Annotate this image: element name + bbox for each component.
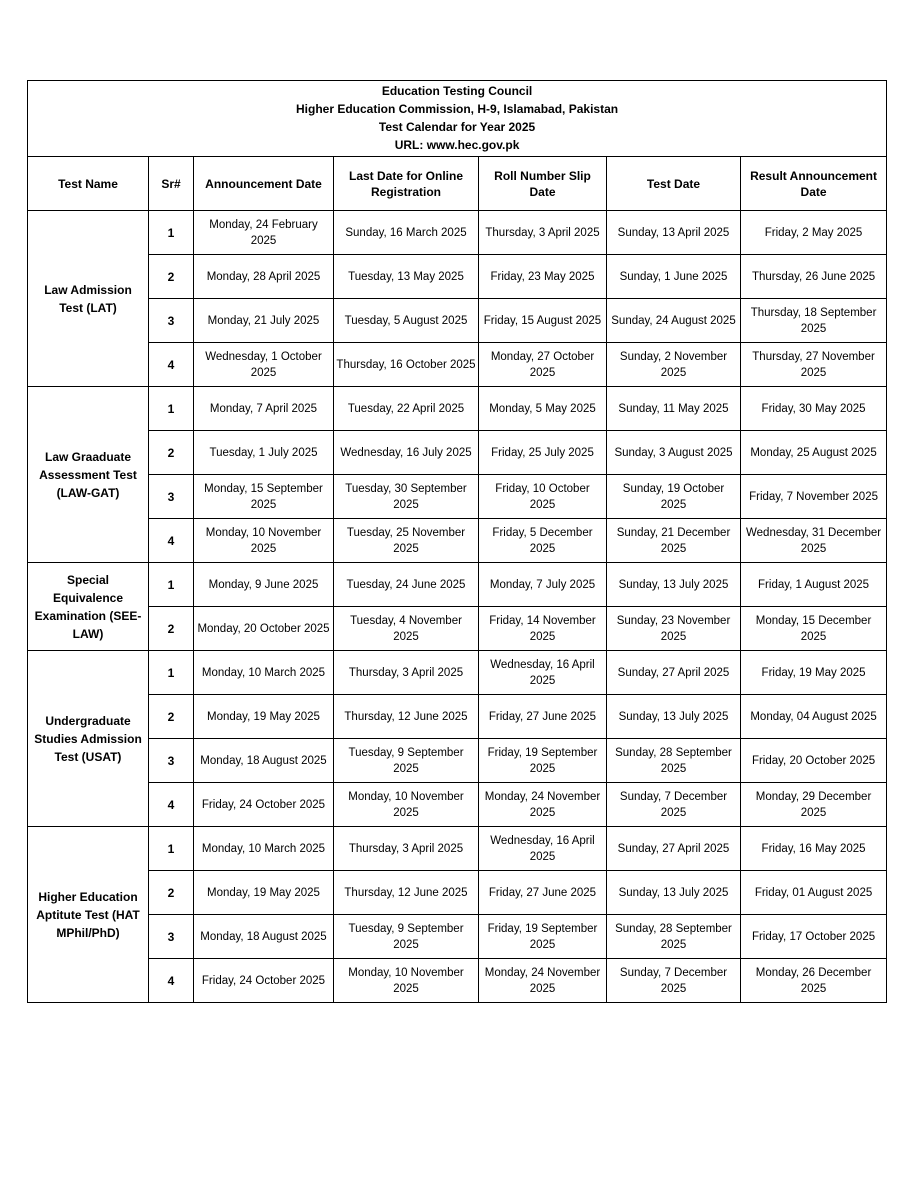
registration-date-cell: Tuesday, 24 June 2025 <box>334 563 479 607</box>
announcement-date-cell: Monday, 18 August 2025 <box>194 739 334 783</box>
column-header: Last Date for Online Registration <box>334 157 479 211</box>
roll-slip-date-cell: Friday, 19 September 2025 <box>479 915 607 959</box>
table-row <box>28 343 887 387</box>
test-date-cell: Sunday, 7 December 2025 <box>607 783 741 827</box>
table-row <box>28 739 887 783</box>
registration-date-cell: Tuesday, 25 November 2025 <box>334 519 479 563</box>
result-date-cell: Monday, 15 December 2025 <box>741 607 887 651</box>
result-date-cell: Friday, 01 August 2025 <box>741 871 887 915</box>
announcement-date-cell: Monday, 15 September 2025 <box>194 475 334 519</box>
serial-cell: 2 <box>149 255 194 299</box>
announcement-date-cell: Monday, 19 May 2025 <box>194 871 334 915</box>
test-name-cell: Law Graaduate Assessment Test (LAW-GAT) <box>28 387 149 563</box>
serial-cell: 2 <box>149 431 194 475</box>
test-date-cell: Sunday, 13 April 2025 <box>607 211 741 255</box>
serial-cell: 4 <box>149 783 194 827</box>
registration-date-cell: Thursday, 3 April 2025 <box>334 651 479 695</box>
serial-cell: 1 <box>149 563 194 607</box>
test-date-cell: Sunday, 27 April 2025 <box>607 827 741 871</box>
test-date-cell: Sunday, 13 July 2025 <box>607 695 741 739</box>
table-row <box>28 211 887 255</box>
table-row <box>28 959 887 1003</box>
registration-date-cell: Monday, 10 November 2025 <box>334 959 479 1003</box>
table-row <box>28 783 887 827</box>
roll-slip-date-cell: Friday, 5 December 2025 <box>479 519 607 563</box>
roll-slip-date-cell: Friday, 14 November 2025 <box>479 607 607 651</box>
announcement-date-cell: Monday, 28 April 2025 <box>194 255 334 299</box>
test-date-cell: Sunday, 19 October 2025 <box>607 475 741 519</box>
result-date-cell: Monday, 04 August 2025 <box>741 695 887 739</box>
column-header: Result Announcement Date <box>741 157 887 211</box>
roll-slip-date-cell: Friday, 15 August 2025 <box>479 299 607 343</box>
serial-cell: 3 <box>149 739 194 783</box>
result-date-cell: Thursday, 27 November 2025 <box>741 343 887 387</box>
result-date-cell: Monday, 29 December 2025 <box>741 783 887 827</box>
column-header: Announcement Date <box>194 157 334 211</box>
table-body <box>28 211 887 1003</box>
registration-date-cell: Tuesday, 9 September 2025 <box>334 915 479 959</box>
column-header-row <box>28 157 887 211</box>
test-date-cell: Sunday, 1 June 2025 <box>607 255 741 299</box>
serial-cell: 1 <box>149 211 194 255</box>
registration-date-cell: Thursday, 12 June 2025 <box>334 871 479 915</box>
test-date-cell: Sunday, 13 July 2025 <box>607 871 741 915</box>
result-date-cell: Friday, 1 August 2025 <box>741 563 887 607</box>
table-row <box>28 827 887 871</box>
column-header: Sr# <box>149 157 194 211</box>
registration-date-cell: Monday, 10 November 2025 <box>334 783 479 827</box>
header-org: Education Testing Council <box>381 84 533 98</box>
test-name-cell: Special Equivalence Examination (SEE-LAW) <box>28 563 149 651</box>
table-row <box>28 695 887 739</box>
registration-date-cell: Tuesday, 13 May 2025 <box>334 255 479 299</box>
test-date-cell: Sunday, 21 December 2025 <box>607 519 741 563</box>
header-url: URL: www.hec.gov.pk <box>394 138 520 152</box>
test-date-cell: Sunday, 23 November 2025 <box>607 607 741 651</box>
announcement-date-cell: Monday, 9 June 2025 <box>194 563 334 607</box>
announcement-date-cell: Wednesday, 1 October 2025 <box>194 343 334 387</box>
announcement-date-cell: Monday, 24 February 2025 <box>194 211 334 255</box>
serial-cell: 1 <box>149 651 194 695</box>
table-row <box>28 915 887 959</box>
roll-slip-date-cell: Monday, 5 May 2025 <box>479 387 607 431</box>
test-date-cell: Sunday, 2 November 2025 <box>607 343 741 387</box>
roll-slip-date-cell: Wednesday, 16 April 2025 <box>479 827 607 871</box>
serial-cell: 2 <box>149 607 194 651</box>
roll-slip-date-cell: Monday, 7 July 2025 <box>479 563 607 607</box>
registration-date-cell: Sunday, 16 March 2025 <box>334 211 479 255</box>
roll-slip-date-cell: Friday, 19 September 2025 <box>479 739 607 783</box>
roll-slip-date-cell: Friday, 27 June 2025 <box>479 871 607 915</box>
column-header: Test Date <box>607 157 741 211</box>
registration-date-cell: Tuesday, 5 August 2025 <box>334 299 479 343</box>
result-date-cell: Friday, 30 May 2025 <box>741 387 887 431</box>
table-row <box>28 475 887 519</box>
test-date-cell: Sunday, 7 December 2025 <box>607 959 741 1003</box>
test-date-cell: Sunday, 28 September 2025 <box>607 739 741 783</box>
announcement-date-cell: Monday, 21 July 2025 <box>194 299 334 343</box>
roll-slip-date-cell: Friday, 10 October 2025 <box>479 475 607 519</box>
result-date-cell: Thursday, 26 June 2025 <box>741 255 887 299</box>
test-date-cell: Sunday, 11 May 2025 <box>607 387 741 431</box>
result-date-cell: Friday, 19 May 2025 <box>741 651 887 695</box>
serial-cell: 4 <box>149 959 194 1003</box>
serial-cell: 1 <box>149 387 194 431</box>
table-row <box>28 431 887 475</box>
registration-date-cell: Thursday, 16 October 2025 <box>334 343 479 387</box>
test-date-cell: Sunday, 27 April 2025 <box>607 651 741 695</box>
test-name-cell: Undergraduate Studies Admission Test (USAT) <box>28 651 149 827</box>
roll-slip-date-cell: Wednesday, 16 April 2025 <box>479 651 607 695</box>
table-row <box>28 299 887 343</box>
result-date-cell: Thursday, 18 September 2025 <box>741 299 887 343</box>
serial-cell: 2 <box>149 695 194 739</box>
result-date-cell: Friday, 16 May 2025 <box>741 827 887 871</box>
announcement-date-cell: Monday, 7 April 2025 <box>194 387 334 431</box>
result-date-cell: Monday, 26 December 2025 <box>741 959 887 1003</box>
test-calendar-table <box>27 80 887 1003</box>
table-row <box>28 651 887 695</box>
result-date-cell: Friday, 2 May 2025 <box>741 211 887 255</box>
serial-cell: 1 <box>149 827 194 871</box>
registration-date-cell: Tuesday, 4 November 2025 <box>334 607 479 651</box>
announcement-date-cell: Friday, 24 October 2025 <box>194 783 334 827</box>
roll-slip-date-cell: Monday, 27 October 2025 <box>479 343 607 387</box>
column-header: Test Name <box>28 157 149 211</box>
result-date-cell: Friday, 20 October 2025 <box>741 739 887 783</box>
result-date-cell: Friday, 7 November 2025 <box>741 475 887 519</box>
registration-date-cell: Wednesday, 16 July 2025 <box>334 431 479 475</box>
table-row <box>28 387 887 431</box>
serial-cell: 4 <box>149 343 194 387</box>
serial-cell: 3 <box>149 915 194 959</box>
test-date-cell: Sunday, 3 August 2025 <box>607 431 741 475</box>
announcement-date-cell: Monday, 19 May 2025 <box>194 695 334 739</box>
result-date-cell: Friday, 17 October 2025 <box>741 915 887 959</box>
roll-slip-date-cell: Monday, 24 November 2025 <box>479 783 607 827</box>
test-name-cell: Law Admission Test (LAT) <box>28 211 149 387</box>
test-date-cell: Sunday, 28 September 2025 <box>607 915 741 959</box>
announcement-date-cell: Monday, 20 October 2025 <box>194 607 334 651</box>
result-date-cell: Wednesday, 31 December 2025 <box>741 519 887 563</box>
test-date-cell: Sunday, 24 August 2025 <box>607 299 741 343</box>
header-commission: Higher Education Commission, H-9, Islamabad, Pakistan <box>296 102 619 116</box>
document-header <box>28 81 887 157</box>
announcement-date-cell: Monday, 10 March 2025 <box>194 827 334 871</box>
serial-cell: 3 <box>149 299 194 343</box>
table-row <box>28 871 887 915</box>
table-row <box>28 255 887 299</box>
test-calendar-sheet <box>27 80 886 1003</box>
roll-slip-date-cell: Friday, 25 July 2025 <box>479 431 607 475</box>
result-date-cell: Monday, 25 August 2025 <box>741 431 887 475</box>
announcement-date-cell: Monday, 18 August 2025 <box>194 915 334 959</box>
announcement-date-cell: Monday, 10 March 2025 <box>194 651 334 695</box>
registration-date-cell: Thursday, 12 June 2025 <box>334 695 479 739</box>
serial-cell: 3 <box>149 475 194 519</box>
announcement-date-cell: Friday, 24 October 2025 <box>194 959 334 1003</box>
roll-slip-date-cell: Friday, 23 May 2025 <box>479 255 607 299</box>
registration-date-cell: Tuesday, 22 April 2025 <box>334 387 479 431</box>
announcement-date-cell: Tuesday, 1 July 2025 <box>194 431 334 475</box>
test-date-cell: Sunday, 13 July 2025 <box>607 563 741 607</box>
roll-slip-date-cell: Monday, 24 November 2025 <box>479 959 607 1003</box>
table-row <box>28 607 887 651</box>
serial-cell: 2 <box>149 871 194 915</box>
roll-slip-date-cell: Friday, 27 June 2025 <box>479 695 607 739</box>
registration-date-cell: Thursday, 3 April 2025 <box>334 827 479 871</box>
test-name-cell: Higher Education Aptitute Test (HAT MPhil/PhD) <box>28 827 149 1003</box>
registration-date-cell: Tuesday, 30 September 2025 <box>334 475 479 519</box>
announcement-date-cell: Monday, 10 November 2025 <box>194 519 334 563</box>
table-row <box>28 519 887 563</box>
header-title: Test Calendar for Year 2025 <box>378 120 536 134</box>
roll-slip-date-cell: Thursday, 3 April 2025 <box>479 211 607 255</box>
registration-date-cell: Tuesday, 9 September 2025 <box>334 739 479 783</box>
serial-cell: 4 <box>149 519 194 563</box>
table-row <box>28 563 887 607</box>
column-header: Roll Number Slip Date <box>479 157 607 211</box>
